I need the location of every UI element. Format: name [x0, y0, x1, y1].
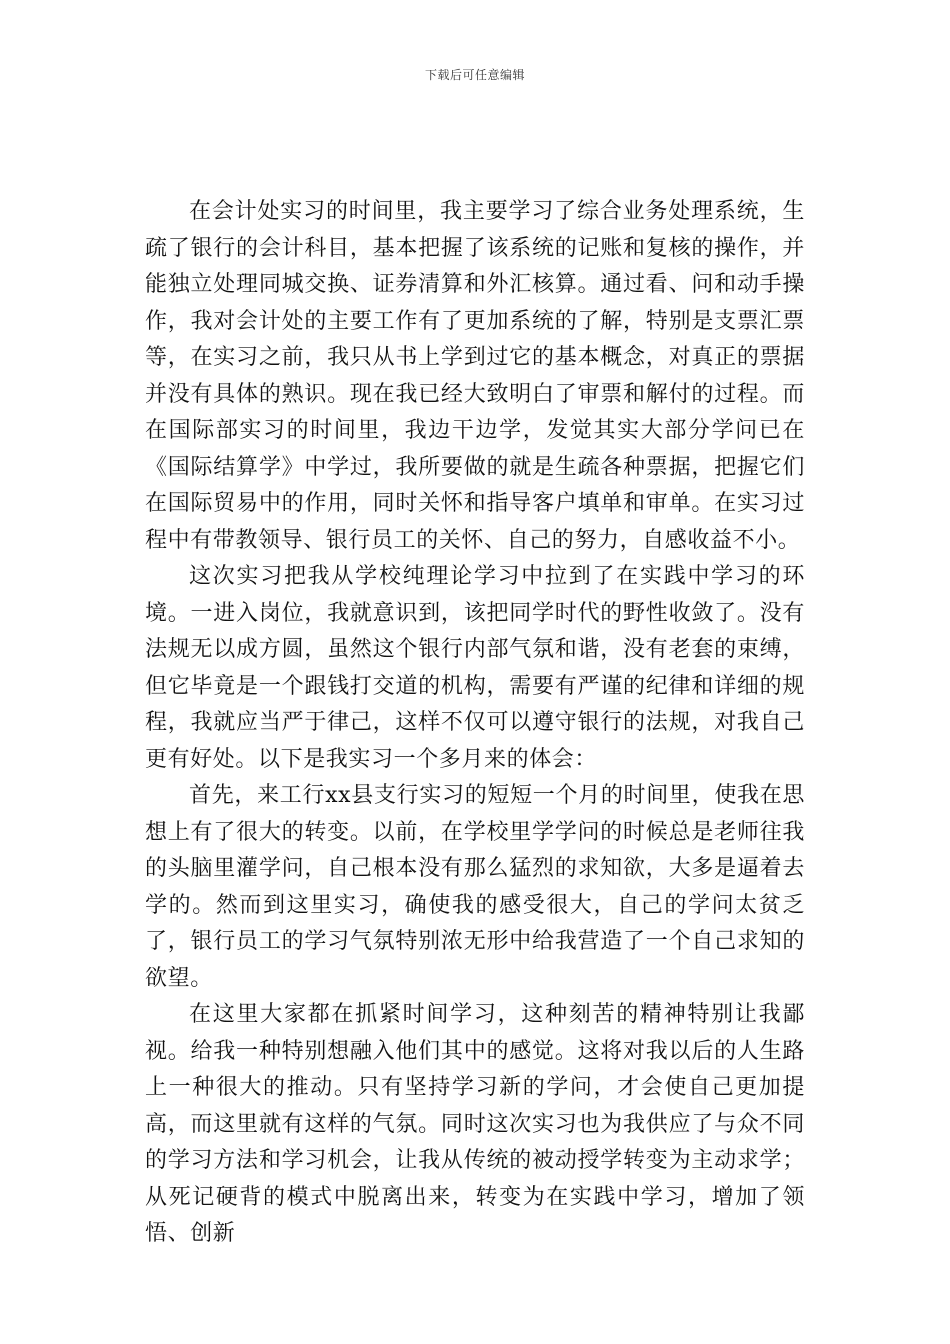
header-note: 下载后可任意编辑 [424, 68, 525, 82]
paragraph: 在这里大家都在抓紧时间学习，这种刻苦的精神特别让我鄙视。给我一种特别想融入他们其中的感觉。这将对我以后的人生路上一种很大的推动。只有坚持学习新的学问，才会使自己更加提高，而这里就有这样的气氛。同时这次实习也为我供应了与众不同的学习方法和学习机会，让我从传统的被动授学转变为主动求学；从死记硬背的模式中脱离出来，转变为在实践中学习，增加了领悟、创新 [145, 1002, 805, 1246]
paragraph: 首先，来工行xx县支行实习的短短一个月的时间里，使我在思想上有了很大的转变。以前，在学校里学学问的时候总是老师往我的头脑里灌学问，自己根本没有那么猛烈的求知欲，大多是逼着去学的。然而到这里实习，确使我的感受很大，自己的学问太贫乏了，银行员工的学习气氛特别浓无形中给我营造了一个自己求知的欲望。 [145, 783, 805, 991]
paragraph: 这次实习把我从学校纯理论学习中拉到了在实践中学习的环境。一进入岗位，我就意识到，该把同学时代的野性收敛了。没有法规无以成方圆，虽然这个银行内部气氛和谐，没有老套的束缚，但它毕竟是一个跟钱打交道的机构，需要有严谨的纪律和详细的规程，我就应当严于律己，这样不仅可以遵守银行的法规，对我自己更有好处。以下是我实习一个多月来的体会： [145, 564, 805, 772]
document-body [145, 194, 805, 1253]
paragraph: 在会计处实习的时间里，我主要学习了综合业务处理系统，生疏了银行的会计科目，基本把握了该系统的记账和复核的操作，并能独立处理同城交换、证券清算和外汇核算。通过看、问和动手操作，我对会计处的主要工作有了更加系统的了解，特别是支票汇票等，在实习之前，我只从书上学到过它的基本概念，对真正的票据并没有具体的熟识。现在我已经大致明白了审票和解付的过程。而在国际部实习的时间里，我边干边学，发觉其实大部分学问已在《国际结算学》中学过，我所要做的就是生疏各种票据，把握它们在国际贸易中的作用，同时关怀和指导客户填单和审单。在实习过程中有带教领导、银行员工的关怀、自己的努力，自感收益不小。 [145, 199, 805, 553]
